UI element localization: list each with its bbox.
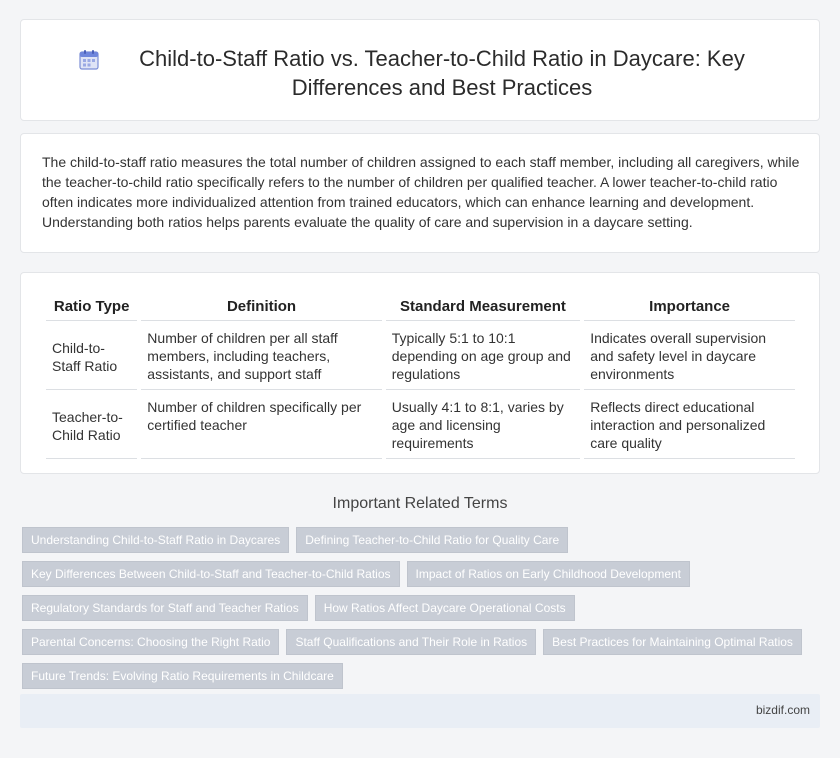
column-header: Ratio Type — [46, 295, 137, 321]
table-cell: Indicates overall supervision and safety level in daycare environments — [584, 321, 795, 390]
related-term-tag[interactable]: Understanding Child-to-Staff Ratio in Daycares — [22, 527, 289, 553]
related-term-tag[interactable]: How Ratios Affect Daycare Operational Costs — [315, 595, 575, 621]
table-cell: Number of children specifically per certified teacher — [141, 390, 381, 459]
column-header: Standard Measurement — [386, 295, 580, 321]
header-card — [20, 19, 820, 121]
related-terms-title: Important Related Terms — [332, 495, 508, 512]
table-header-row — [46, 295, 795, 321]
column-header: Definition — [141, 295, 381, 321]
table-cell: Typically 5:1 to 10:1 depending on age group and regulations — [386, 321, 580, 390]
footer-site-link[interactable]: bizdif.com — [755, 703, 810, 717]
related-term-tag[interactable]: Staff Qualifications and Their Role in Ratios — [286, 629, 536, 655]
page-title: Child-to-Staff Ratio vs. Teacher-to-Child Ratio in Daycare: Key Differences and Best Practices — [139, 46, 745, 100]
title-wrap — [21, 44, 819, 102]
related-term-tag[interactable]: Impact of Ratios on Early Childhood Development — [407, 561, 690, 587]
table-row — [46, 321, 795, 390]
comparison-table-card — [20, 272, 820, 474]
related-terms-list — [22, 527, 812, 689]
related-term-tag[interactable]: Parental Concerns: Choosing the Right Ratio — [22, 629, 279, 655]
table-cell: Usually 4:1 to 8:1, varies by age and licensing requirements — [386, 390, 580, 459]
intro-paragraph: The child-to-staff ratio measures the total number of children assigned to each staff member, including all caregivers, while the teacher-to-child ratio specifically refers to the number of children per qualified teacher. A lower teacher-to-child ratio often indicates more individualized attention from trained educators, which can enhance learning and development. Understanding both ratios helps parents evaluate the quality of care and supervision in a daycare setting. — [42, 154, 800, 230]
related-term-tag[interactable]: Key Differences Between Child-to-Staff and Teacher-to-Child Ratios — [22, 561, 400, 587]
table-cell: Teacher-to-Child Ratio — [46, 390, 137, 459]
table-cell: Child-to-Staff Ratio — [46, 321, 137, 390]
comparison-table — [42, 295, 799, 459]
related-term-tag[interactable]: Defining Teacher-to-Child Ratio for Quality Care — [296, 527, 568, 553]
intro-card — [20, 133, 820, 253]
related-term-tag[interactable]: Best Practices for Maintaining Optimal Ratios — [543, 629, 802, 655]
related-term-tag[interactable]: Regulatory Standards for Staff and Teacher Ratios — [22, 595, 308, 621]
calendar-icon — [77, 48, 101, 72]
table-cell: Reflects direct educational interaction and personalized care quality — [584, 390, 795, 459]
table-cell: Number of children per all staff members, including teachers, assistants, and support staff — [141, 321, 381, 390]
table-row — [46, 390, 795, 459]
column-header: Importance — [584, 295, 795, 321]
related-term-tag[interactable]: Future Trends: Evolving Ratio Requirements in Childcare — [22, 663, 343, 689]
footer — [20, 694, 820, 728]
